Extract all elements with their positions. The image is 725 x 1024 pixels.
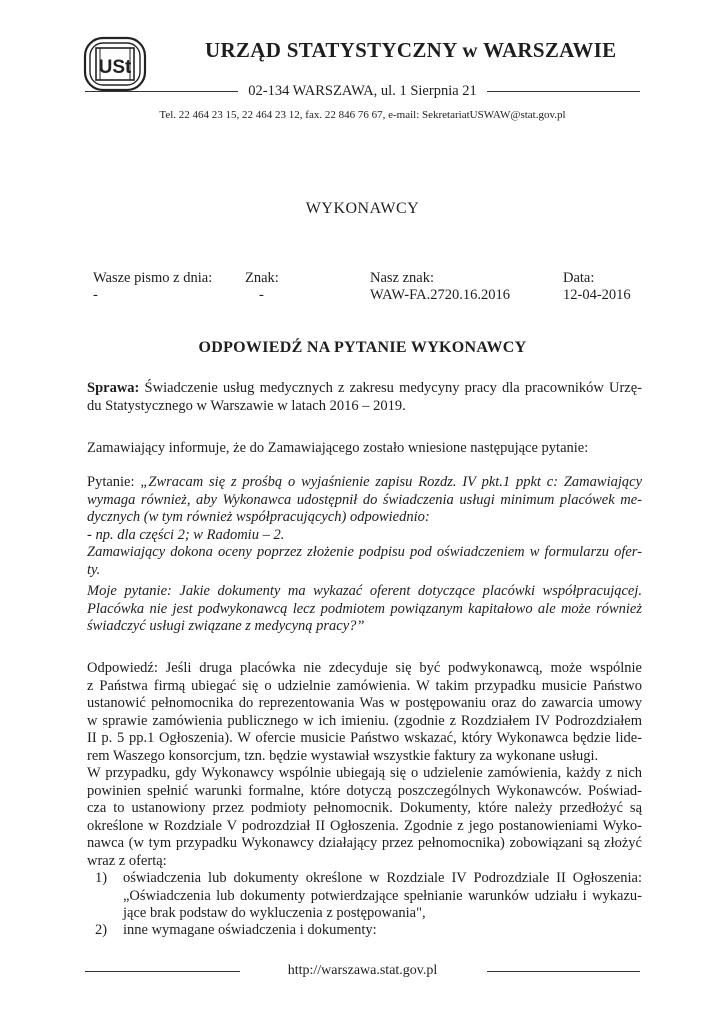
list-item-number: 2)	[95, 922, 108, 938]
question-line6: ty.	[87, 561, 101, 578]
organization-name: URZĄD STATYSTYCZNY w WARSZAWIE	[205, 38, 617, 62]
your-letter-column	[93, 270, 212, 304]
answer-line: II p. 5 pp.1 Ogłoszenia). W ofercie musicie Państwo wskazać, który Wykonawca będzie lide-	[87, 730, 642, 746]
answer-line: cza to ustanowiony przez podmioty pełnomocnik. Dokumenty, które należy przedłożyć są	[87, 800, 642, 816]
answer-line: z Państwa firmą ubiegać się o udzielnie zamówienia. W takim przypadku musicie Państwo	[87, 677, 642, 694]
answer-line: wraz z ofertą:	[87, 852, 167, 869]
sign-label: Znak:	[245, 270, 279, 286]
address-rule-right	[487, 91, 640, 92]
sign-value: -	[259, 287, 264, 303]
contact-info: Tel. 22 464 23 15, 22 464 23 12, fax. 22 846 76 67, e-mail: SekretariatUSWAW@stat.gov.pl	[159, 109, 566, 121]
question-block	[87, 474, 642, 579]
address: 02-134 WARSZAWA, ul. 1 Sierpnia 21	[248, 82, 477, 99]
date-value: 12-04-2016	[563, 287, 631, 303]
question-label: Pytanie:	[87, 474, 141, 490]
my-question-line2: Placówka nie jest podwykonawcą lecz podmiotem powiązanym kapitałowo ale może również	[87, 600, 642, 617]
our-sign-column	[370, 270, 510, 304]
list-item-number: 1)	[95, 870, 108, 886]
question-line3: dycznych (w tym również współpracujących) odpowiednio:	[87, 509, 430, 525]
our-sign-value: WAW-FA.2720.16.2016	[370, 287, 510, 303]
question-line1: „Zwracam się z prośbą o wyjaśnienie zapisu Rozdz. IV pkt.1 ppkt c: Zamawiający	[140, 474, 643, 490]
logo-lettering: USt	[98, 57, 132, 78]
list-item-line: „Oświadczenia lub dokumenty potwierdzające spełnianie warunków udziału i wykazu-	[123, 887, 642, 904]
intro-text: Zamawiający informuje, że do Zamawiającego zostało wniesione następujące pytanie:	[87, 440, 589, 456]
answer-line: W przypadku, gdy Wykonawcy wspólnie ubiegają się o udzielenie zamówienia, każdy z nich	[87, 765, 642, 781]
address-rule-left	[85, 91, 238, 92]
question-line4: - np. dla części 2; w Radomiu – 2.	[87, 526, 285, 543]
answer-line: ustanowić pełnomocnika do reprezentowania Was w postępowaniu oraz do zawarcia umowy	[87, 695, 642, 711]
date-label: Data:	[563, 270, 595, 286]
subject-label: Sprawa:	[87, 380, 140, 396]
my-question-block	[87, 583, 642, 636]
my-question-line1: Moje pytanie: Jakie dokumenty ma wykazać oferent dotyczące placówki współpracującej.	[87, 583, 642, 599]
document-title: ODPOWIEDŹ NA PYTANIE WYKONAWCY	[198, 339, 527, 356]
your-letter-value: -	[93, 287, 98, 303]
sign-column	[245, 270, 279, 304]
answer-line: nawca (w tym przypadku Wykonawcy działający przez pełnomocnika) zobowiązani są złożyć	[87, 835, 642, 851]
answer-line: określone w Rozdziale V podrozdział II Ogłoszenia. Zgodnie z jego postanowieniami Wyko-	[87, 817, 642, 834]
our-sign-label: Nasz znak:	[370, 270, 435, 286]
list-item-line: inne wymagane oświadczenia i dokumenty:	[123, 922, 377, 938]
your-letter-label: Wasze pismo z dnia:	[93, 270, 213, 286]
list-item-line: jące brak podstaw do wykluczenia z postępowania",	[123, 905, 426, 921]
answer-line: rem Waszego konsorcjum, tzn. będzie wystawiał wszystkie faktury za wykonane usługi.	[87, 747, 599, 764]
question-line5: Zamawiający dokona oceny poprzez złożenie podpisu pod oświadczeniem w formularzu ofer-	[87, 544, 642, 560]
answer-line: Odpowiedź: Jeśli druga placówka nie zdecyduje się być podwykonawcą, może wspólnie	[87, 660, 642, 676]
answer-line: w sprawie zamówienia publicznego w ich imieniu. (zgodnie z Rozdziałem IV Podrozdziałem	[87, 712, 642, 729]
date-column	[563, 270, 631, 304]
my-question-line3: świadczyć usługi związane z medycyną pracy?”	[87, 618, 365, 634]
subject-text-line2: du Statystycznego w Warszawie w latach 2016 – 2019.	[87, 397, 406, 414]
subject-text-line1: Świadczenie usług medycznych z zakresu medycyny pracy dla pracowników Urzę-	[144, 380, 642, 396]
recipient: WYKONAWCY	[305, 200, 420, 217]
footer-url[interactable]: http://warszawa.stat.gov.pl	[287, 963, 438, 978]
answer-block	[87, 660, 642, 870]
footer-rule-right	[487, 971, 640, 972]
list-item-line: oświadczenia lub dokumenty określone w Rozdziale IV Podrozdziale II Ogłoszenia:	[123, 870, 642, 886]
subject	[87, 380, 642, 415]
footer	[0, 962, 725, 980]
address-line	[85, 83, 640, 99]
answer-line: powinien spełnić warunki formalne, które dotyczą poszczególnych Wykonawców. Poświad-	[87, 782, 642, 799]
question-line2: wymaga również, aby Wykonawca udostępnił do świadczenia usługi minimum placówek me-	[87, 491, 642, 508]
